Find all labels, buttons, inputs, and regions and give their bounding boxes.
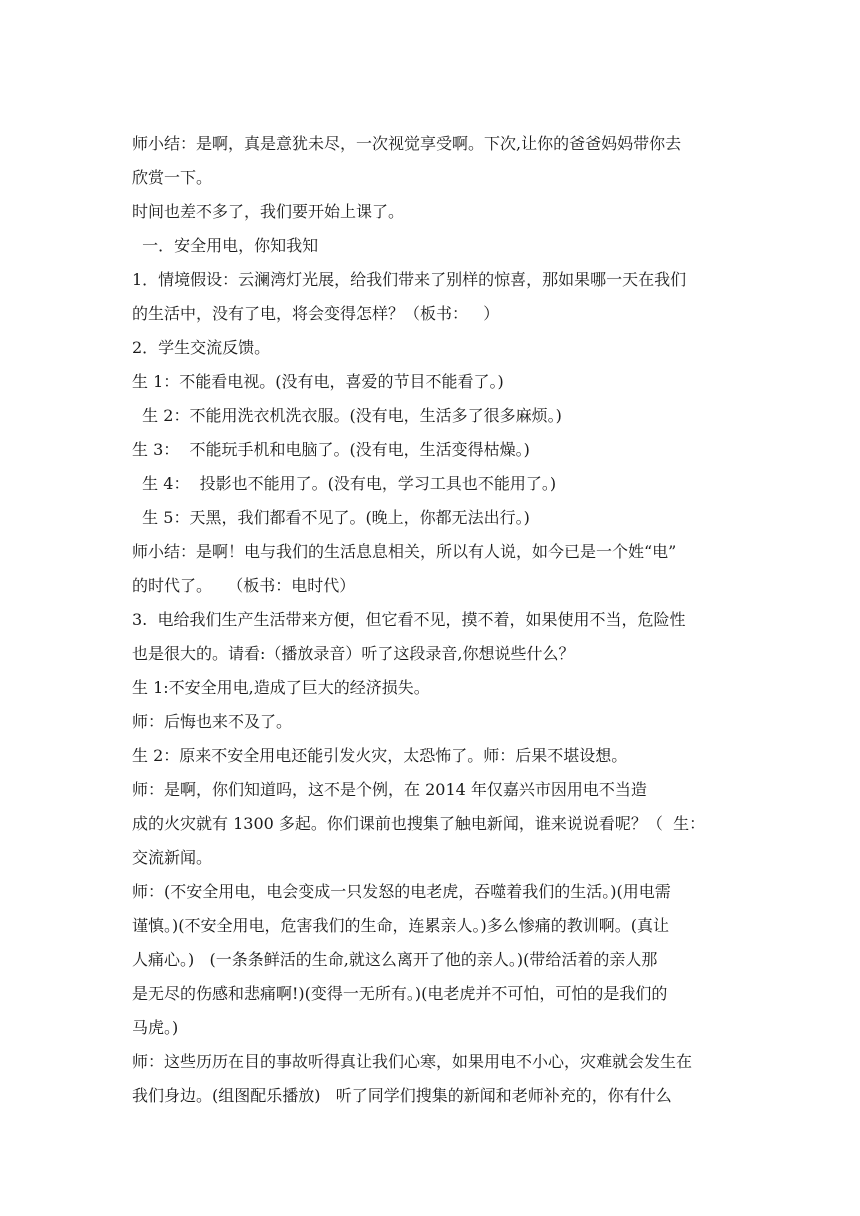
- text-line: 交流新闻。: [132, 848, 213, 867]
- text-line: 师：这些历历在目的事故听得真让我们心寒，如果用电不小心，灾难就会发生在: [132, 1052, 693, 1071]
- section-heading: 一．安全用电，你知我知: [132, 236, 319, 255]
- text-line: 成的火灾就有 1300 多起。你们课前也搜集了触电新闻，谁来说说看呢？（ 生：: [132, 814, 706, 833]
- text-line: 生 2：不能用洗衣机洗衣服。(没有电，生活多了很多麻烦。): [132, 406, 562, 425]
- text-line: 1．情境假设：云澜湾灯光展，给我们带来了别样的惊喜，那如果哪一天在我们: [132, 270, 687, 289]
- text-line: 2．学生交流反馈。: [132, 338, 271, 357]
- text-line: 人痛心。) (一条条鲜活的生命,就这么离开了他的亲人。)(带给活着的亲人那: [132, 950, 658, 969]
- text-line: 生 3： 不能玩手机和电脑了。(没有电，生活变得枯燥。): [132, 440, 530, 459]
- text-line: 生 4： 投影也不能用了。(没有电，学习工具也不能用了。): [132, 474, 557, 493]
- text-line: 3. 电给我们生产生活带来方便，但它看不见，摸不着，如果使用不当，危险性: [132, 610, 686, 629]
- text-line: 师：是啊，你们知道吗，这不是个例，在 2014 年仅嘉兴市因用电不当造: [132, 780, 647, 799]
- text-line: 生 1:不安全用电,造成了巨大的经济损失。: [132, 678, 430, 697]
- text-line: 生 5：天黑，我们都看不见了。(晚上，你都无法出行。): [132, 508, 530, 527]
- text-line: 谨慎。)(不安全用电，危害我们的生命，连累亲人。)多么惨痛的教训啊。(真让: [132, 916, 669, 935]
- text-line: 生 2：原来不安全用电还能引发火灾，太恐怖了。师：后果不堪设想。: [132, 746, 628, 765]
- text-line: 生 1：不能看电视。(没有电，喜爱的节目不能看了。): [132, 372, 504, 391]
- text-line: 马虎。): [132, 1018, 179, 1037]
- text-line: 师：后悔也来不及了。: [132, 712, 293, 731]
- text-line: 师小结：是啊，真是意犹未尽，一次视觉享受啊。下次,让你的爸爸妈妈带你去: [132, 134, 682, 153]
- text-line: 的时代了。 （板书：电时代）: [132, 576, 356, 595]
- text-line: 我们身边。(组图配乐播放) 听了同学们搜集的新闻和老师补充的，你有什么: [132, 1086, 672, 1105]
- text-line: 欣赏一下。: [132, 168, 213, 187]
- text-line: 师：(不安全用电，电会变成一只发怒的电老虎，吞噬着我们的生活。)(用电需: [132, 882, 671, 901]
- text-line: 的生活中，没有了电，将会变得怎样？（板书： ）: [132, 304, 500, 323]
- text-line: 是无尽的伤感和悲痛啊!)(变得一无所有。)(电老虎并不可怕，可怕的是我们的: [132, 984, 668, 1003]
- text-line: 也是很大的。请看:（播放录音）听了这段录音,你想说些什么？: [132, 644, 575, 663]
- text-line: 时间也差不多了，我们要开始上课了。: [132, 202, 405, 221]
- text-line: 师小结：是啊！电与我们的生活息息相关，所以有人说，如今已是一个姓“电”: [132, 542, 677, 561]
